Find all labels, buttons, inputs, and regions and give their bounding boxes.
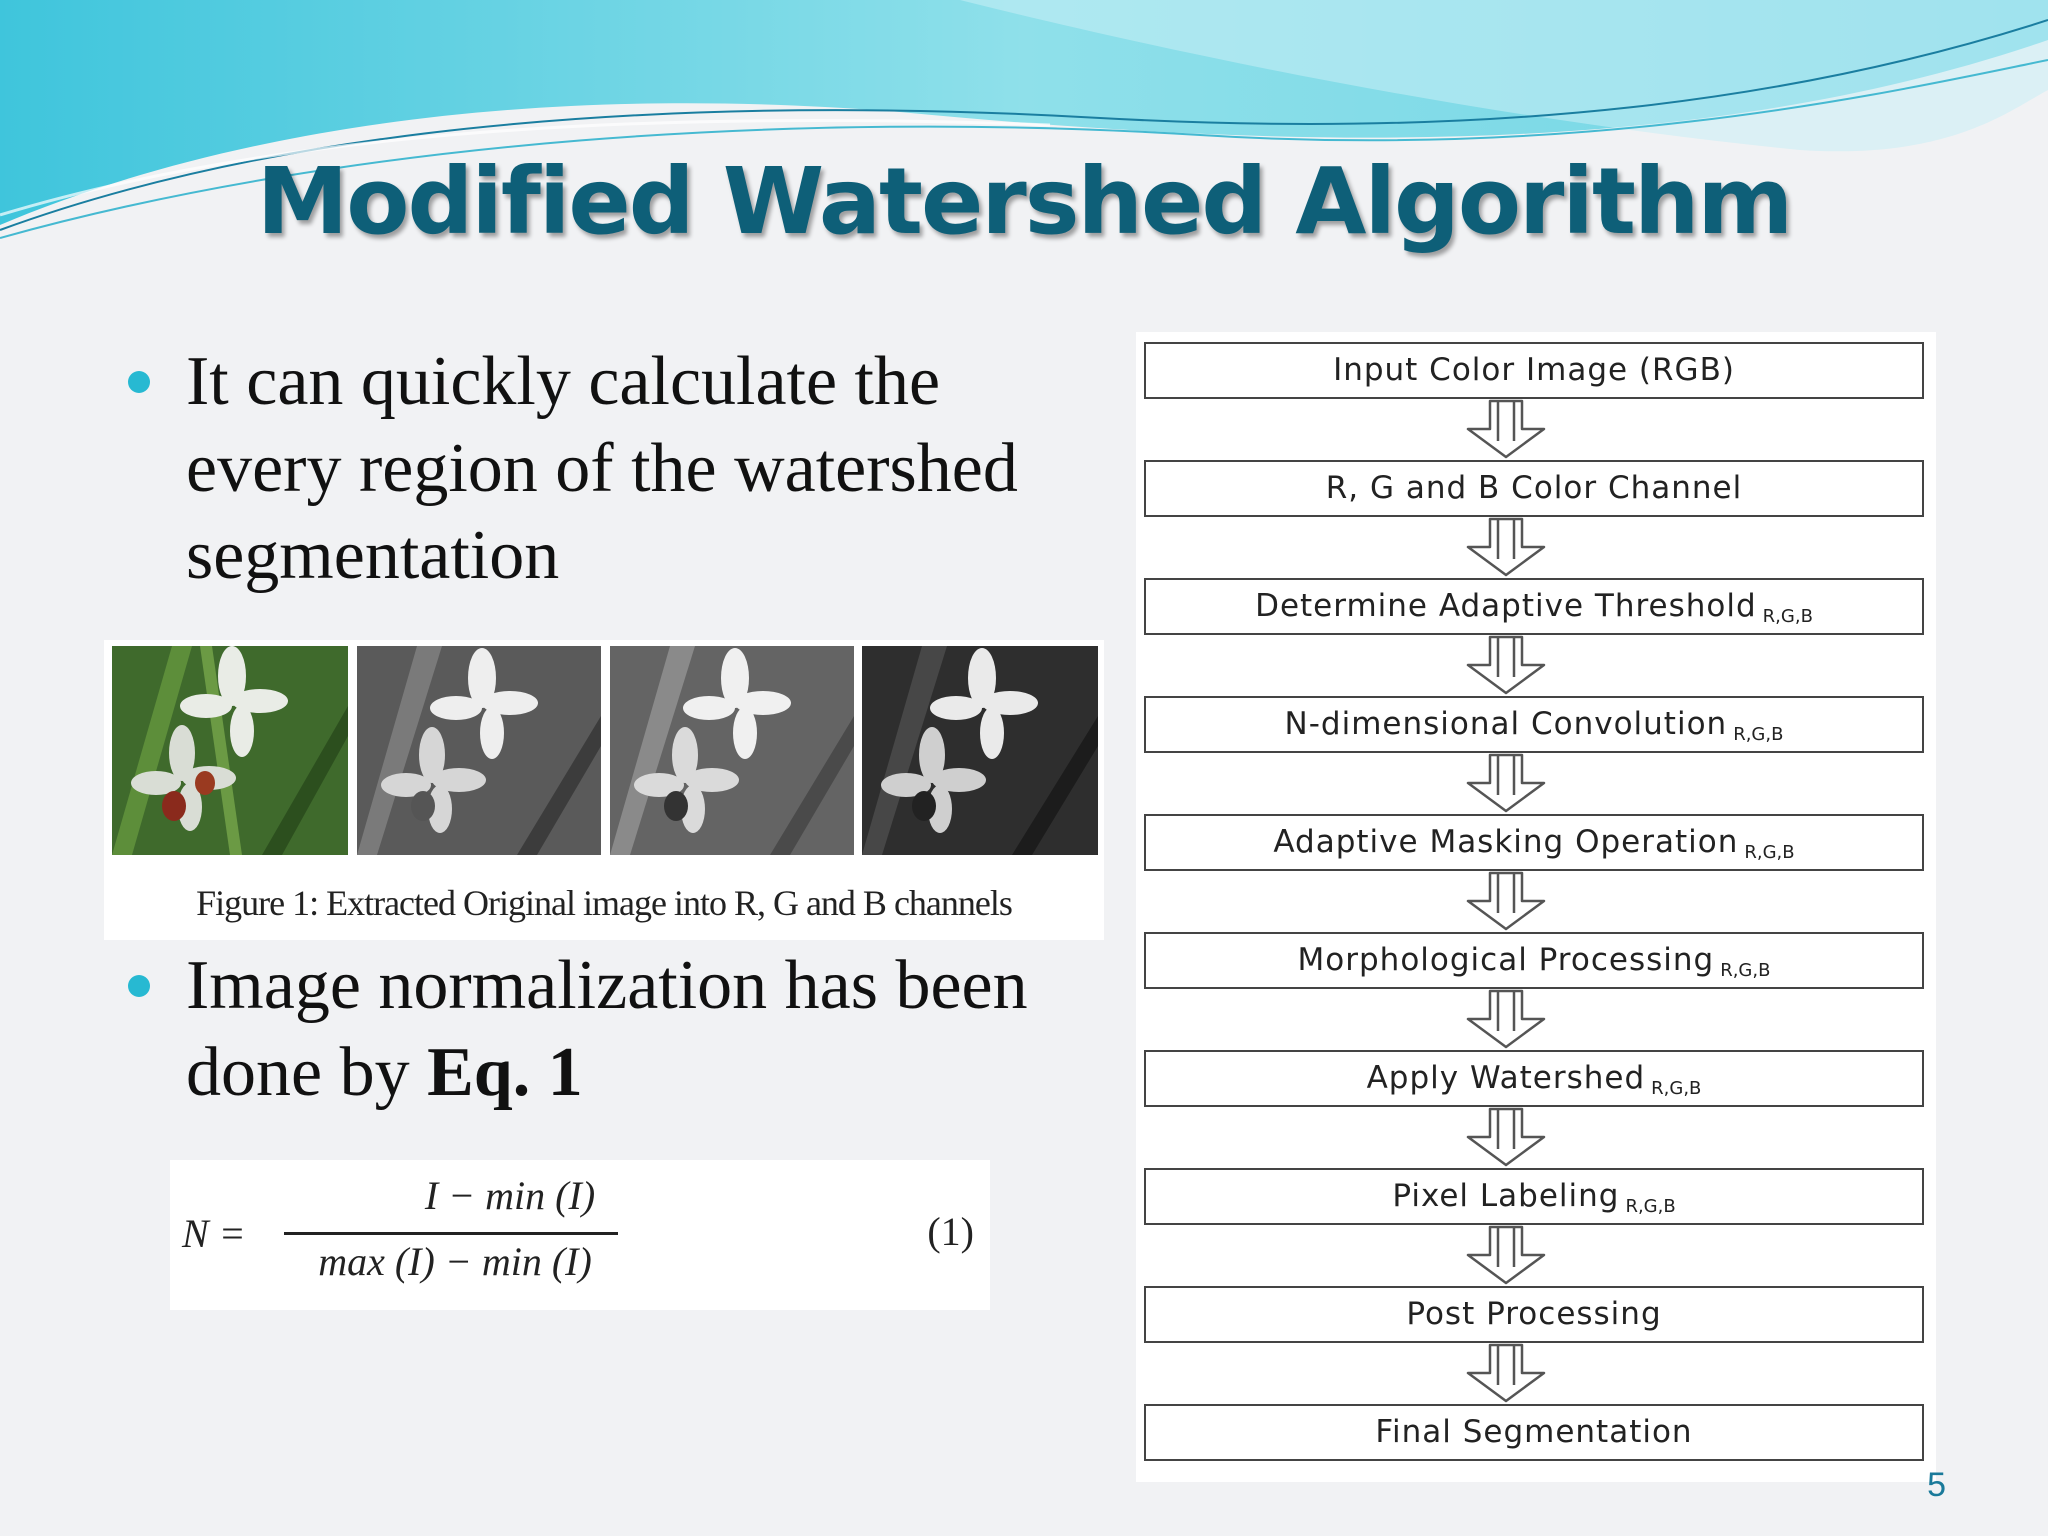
flowchart-step-label: Post Processing	[1406, 1296, 1662, 1332]
flowchart-step-label: Determine Adaptive Threshold	[1255, 588, 1757, 624]
figure-caption: Figure 1: Extracted Original image into R, G and B channels	[196, 883, 1012, 923]
down-arrow-icon	[1464, 635, 1548, 695]
flowchart-step-10	[1144, 1404, 1924, 1461]
algorithm-flowchart	[1136, 332, 1936, 1482]
red-channel-image	[357, 646, 601, 855]
flowchart-step-subscript: R,G,B	[1720, 960, 1771, 981]
flowchart-step-label: N-dimensional Convolution	[1284, 706, 1728, 742]
bullet-dot-icon	[128, 975, 150, 997]
flowchart-step-label: Pixel Labeling	[1392, 1178, 1620, 1214]
flowchart-step-4	[1144, 696, 1924, 753]
down-arrow-icon	[1464, 989, 1548, 1049]
equation-reference: Eq. 1	[427, 1034, 583, 1111]
blue-channel-image	[862, 646, 1098, 855]
flowchart-step-7	[1144, 1050, 1924, 1107]
flowchart-step-8	[1144, 1168, 1924, 1225]
green-channel-image	[610, 646, 854, 855]
down-arrow-icon	[1464, 1107, 1548, 1167]
flowchart-step-label: Morphological Processing	[1297, 942, 1715, 978]
flowchart-step-subscript: R,G,B	[1744, 842, 1795, 863]
flowchart-step-subscript: R,G,B	[1733, 724, 1784, 745]
bullet-dot-icon	[128, 371, 150, 393]
equation-numerator: I − min (I)	[424, 1173, 596, 1218]
page-number: 5	[1927, 1466, 1946, 1504]
normalization-equation	[170, 1160, 990, 1310]
equation-denominator: max (I) − min (I)	[318, 1239, 592, 1284]
bullet-text-1: It can quickly calculate the every region of the watershed segmentation	[186, 343, 1018, 594]
flowchart-step-6	[1144, 932, 1924, 989]
flowchart-step-5	[1144, 814, 1924, 871]
down-arrow-icon	[1464, 399, 1548, 459]
down-arrow-icon	[1464, 517, 1548, 577]
flowchart-step-label: Final Segmentation	[1375, 1414, 1693, 1450]
down-arrow-icon	[1464, 753, 1548, 813]
down-arrow-icon	[1464, 1225, 1548, 1285]
down-arrow-icon	[1464, 871, 1548, 931]
rgb-channels-figure	[104, 640, 1104, 940]
slide-title: Modified Watershed Algorithm	[256, 148, 1792, 255]
flowchart-step-9	[1144, 1286, 1924, 1343]
flowchart-step-subscript: R,G,B	[1651, 1078, 1702, 1099]
fraction-bar	[284, 1232, 618, 1235]
down-arrow-icon	[1464, 1343, 1548, 1403]
flowchart-step-3	[1144, 578, 1924, 635]
bullet-text-2-plain: Image normalization has been done by	[186, 947, 1028, 1111]
bullet-text-2	[186, 942, 1046, 1116]
equation-lhs: N =	[182, 1211, 246, 1256]
flowchart-step-subscript: R,G,B	[1762, 606, 1813, 627]
flowchart-step-2	[1144, 460, 1924, 517]
flowchart-step-label: Input Color Image (RGB)	[1333, 352, 1735, 388]
bullet-point-1	[128, 338, 1028, 608]
bullet-point-2	[128, 942, 1028, 1132]
original-color-image	[112, 646, 348, 855]
flowchart-step-label: R, G and B Color Channel	[1325, 470, 1743, 506]
equation-number: (1)	[927, 1209, 974, 1254]
flowchart-step-label: Adaptive Masking Operation	[1273, 824, 1739, 860]
flowchart-step-1	[1144, 342, 1924, 399]
flowchart-step-label: Apply Watershed	[1366, 1060, 1646, 1096]
flowchart-step-subscript: R,G,B	[1625, 1196, 1676, 1217]
